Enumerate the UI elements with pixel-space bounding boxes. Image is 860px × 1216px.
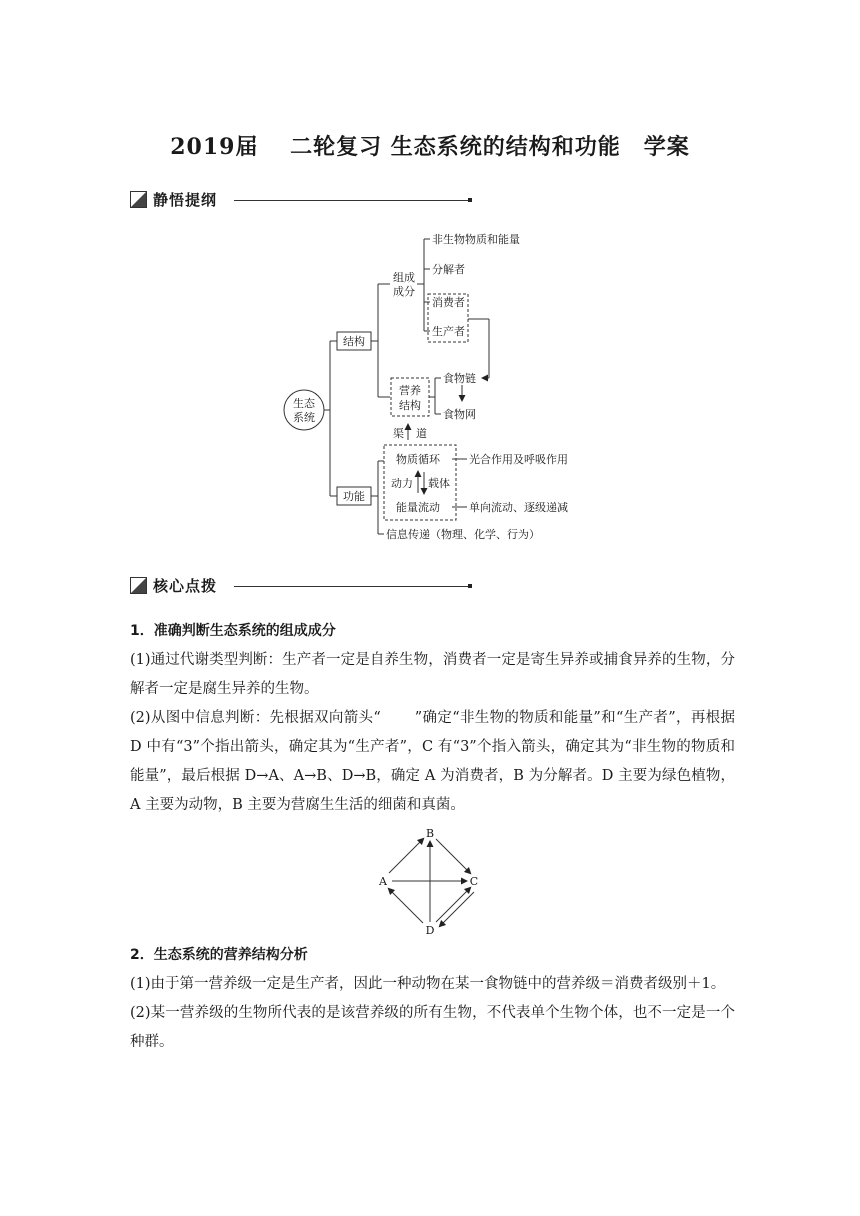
trophic-label-1: 营养 <box>399 384 421 397</box>
text-block-2 <box>130 941 735 1057</box>
food-chain-label: 食物链 <box>443 372 476 385</box>
section-title-key-points: 核心点拨 <box>153 576 218 595</box>
node-a: A <box>379 875 387 888</box>
power-label: 动力 <box>391 477 413 490</box>
function-label: 功能 <box>343 490 365 503</box>
photosynthesis-label: 光合作用及呼吸作用 <box>469 453 568 466</box>
root-label-1: 生态 <box>293 397 315 410</box>
node-b: B <box>425 827 435 840</box>
channel-label-1: 渠 <box>393 427 404 440</box>
composition-label-1: 组成 <box>393 271 415 284</box>
consumer-label: 消费者 <box>432 296 465 309</box>
section-title-outline: 静悟提纲 <box>153 190 218 209</box>
paragraph-2-part-1: (2)从图中信息判断：先根据双向箭头“ <box>130 710 381 726</box>
material-cycle-label: 物质循环 <box>396 453 440 466</box>
composition-label-2: 成分 <box>393 285 415 298</box>
decomposer-label: 分解者 <box>432 263 465 276</box>
paragraph-3: (1)由于第一营养级一定是生产者，因此一种动物在某一食物链中的营养级＝消费者级别＋1。 <box>130 976 726 992</box>
paragraph-1: (1)通过代谢类型判断：生产者一定是自养生物，消费者一定是寄生异养或捕食异养的生物，分解者一定是腐生异养的生物。 <box>130 652 735 697</box>
carrier-label: 载体 <box>428 477 450 490</box>
page-title: 2019届 二轮复习 生态系统的结构和功能 学案 <box>170 134 690 160</box>
root-label-2: 系统 <box>293 411 315 424</box>
node-d: D <box>425 924 435 937</box>
channel-label-2: 道 <box>416 427 427 440</box>
node-c: C <box>469 875 479 888</box>
energy-note-label: 单向流动、逐级递减 <box>469 501 568 514</box>
energy-flow-label: 能量流动 <box>396 501 440 514</box>
producer-label: 生产者 <box>432 325 465 338</box>
abiotic-label: 非生物物质和能量 <box>432 233 520 246</box>
trophic-label-2: 结构 <box>399 399 421 412</box>
paragraph-2-part-2: ”确定“非生物的物质和能量”和“生产者”，再根据 D 中有“3”个指出箭头，确定其为“生产者”，C 有“3”个指入箭头，确定其为“非生物的物质和能量”，最后根据 D→A、A→B、D→B，确定 A 为消费者，B 为分解者。D 主要为绿色植物，A 主要为动物，B 主要为营腐生生活的细菌和真菌。 <box>130 710 736 813</box>
info-transfer-label: 信息传递（物理、化学、行为） <box>386 528 540 541</box>
heading-2: 2．生态系统的营养结构分析 <box>130 947 308 963</box>
structure-label: 结构 <box>343 335 365 348</box>
paragraph-4: (2)某一营养级的生物所代表的是该营养级的所有生物，不代表单个生物个体，也不一定是一个种群。 <box>130 1005 735 1050</box>
heading-1: 1．准确判断生态系统的组成成分 <box>130 623 336 639</box>
food-web-label: 食物网 <box>443 408 476 421</box>
